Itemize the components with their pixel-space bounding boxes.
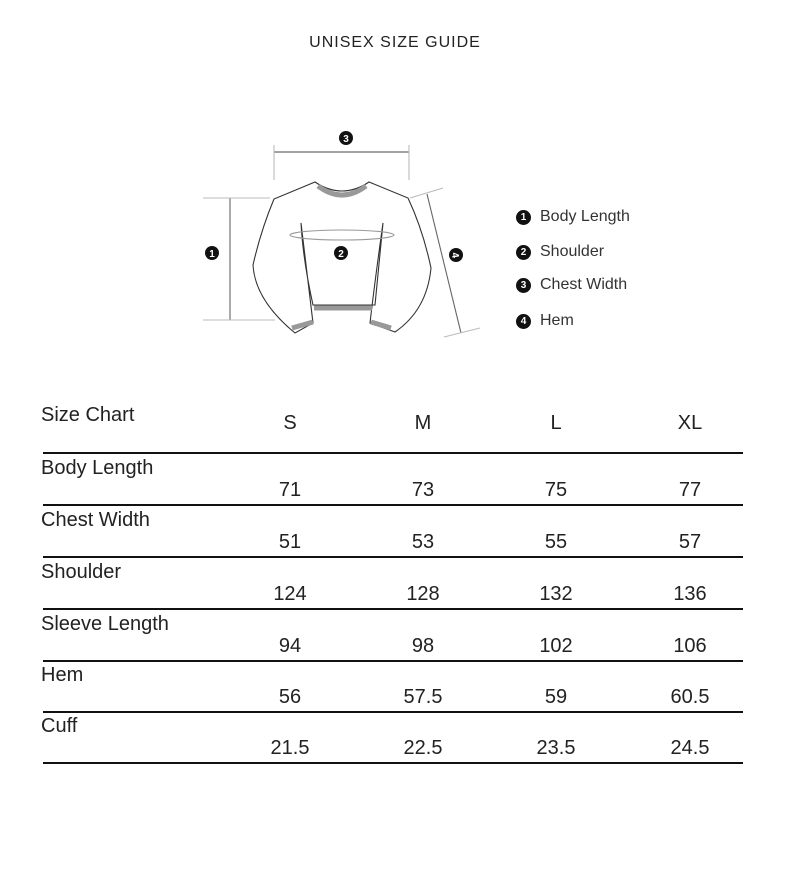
legend-label: Chest Width bbox=[540, 276, 628, 293]
table-cell: 75 bbox=[544, 479, 568, 501]
row-label: Shoulder bbox=[41, 561, 122, 583]
marker-3-icon bbox=[339, 131, 353, 145]
table-cell: 124 bbox=[273, 583, 307, 605]
number-1-icon: 1 bbox=[516, 210, 531, 225]
legend-label: Hem bbox=[540, 312, 574, 329]
divider bbox=[43, 711, 743, 713]
table-row bbox=[41, 561, 743, 613]
table-row bbox=[41, 509, 743, 561]
marker-1-icon bbox=[205, 246, 219, 260]
divider bbox=[43, 762, 743, 764]
svg-text:3: 3 bbox=[343, 134, 349, 145]
table-cell: 56 bbox=[278, 686, 302, 708]
svg-text:1: 1 bbox=[209, 249, 215, 260]
table-cell: 98 bbox=[411, 635, 435, 657]
table-cell: 73 bbox=[411, 479, 435, 501]
table-row bbox=[41, 613, 743, 665]
svg-text:2: 2 bbox=[338, 249, 344, 260]
table-cell: 106 bbox=[673, 635, 707, 657]
row-label: Chest Width bbox=[41, 509, 150, 531]
page-title: UNISEX SIZE GUIDE bbox=[309, 34, 481, 51]
table-cell: 59 bbox=[544, 686, 568, 708]
divider bbox=[43, 504, 743, 506]
table-cell: 21.5 bbox=[270, 737, 310, 759]
table-cell: 51 bbox=[278, 531, 302, 553]
divider bbox=[43, 556, 743, 558]
svg-text:4: 4 bbox=[448, 251, 461, 259]
table-cell: 55 bbox=[544, 531, 568, 553]
marker-4-icon bbox=[449, 248, 463, 262]
table-header bbox=[41, 404, 743, 456]
legend-label: Body Length bbox=[540, 208, 630, 225]
size-header: L bbox=[550, 412, 562, 434]
legend-item-hem bbox=[516, 312, 574, 330]
table-cell: 24.5 bbox=[670, 737, 710, 759]
row-label: Cuff bbox=[41, 715, 78, 737]
table-row bbox=[41, 457, 743, 509]
size-header: M bbox=[414, 412, 432, 434]
row-label: Sleeve Length bbox=[41, 613, 169, 635]
size-header: XL bbox=[677, 412, 703, 434]
table-cell: 53 bbox=[411, 531, 435, 553]
divider bbox=[43, 452, 743, 454]
row-label: Body Length bbox=[41, 457, 154, 479]
divider bbox=[43, 660, 743, 662]
table-cell: 128 bbox=[406, 583, 440, 605]
table-cell: 23.5 bbox=[536, 737, 576, 759]
legend-label: Shoulder bbox=[540, 243, 605, 260]
table-cell: 132 bbox=[539, 583, 573, 605]
table-cell: 60.5 bbox=[670, 686, 710, 708]
table-cell: 102 bbox=[539, 635, 573, 657]
number-2-icon: 2 bbox=[516, 245, 531, 260]
number-4-icon: 4 bbox=[516, 314, 531, 329]
table-row bbox=[41, 715, 743, 767]
row-label: Hem bbox=[41, 664, 84, 686]
marker-2-icon bbox=[334, 246, 348, 260]
legend-item-shoulder bbox=[516, 243, 604, 261]
table-cell: 57 bbox=[678, 531, 702, 553]
size-header: S bbox=[283, 412, 297, 434]
table-cell: 57.5 bbox=[403, 686, 443, 708]
legend-item-chest-width bbox=[516, 276, 627, 294]
table-cell: 94 bbox=[278, 635, 302, 657]
divider bbox=[43, 608, 743, 610]
header-label: Size Chart bbox=[41, 404, 135, 426]
table-cell: 136 bbox=[673, 583, 707, 605]
sweater-diagram bbox=[195, 120, 461, 350]
table-cell: 71 bbox=[278, 479, 302, 501]
table-cell: 77 bbox=[678, 479, 702, 501]
legend-item-body-length bbox=[516, 208, 630, 226]
table-cell: 22.5 bbox=[403, 737, 443, 759]
number-3-icon: 3 bbox=[516, 278, 531, 293]
table-row bbox=[41, 664, 743, 716]
